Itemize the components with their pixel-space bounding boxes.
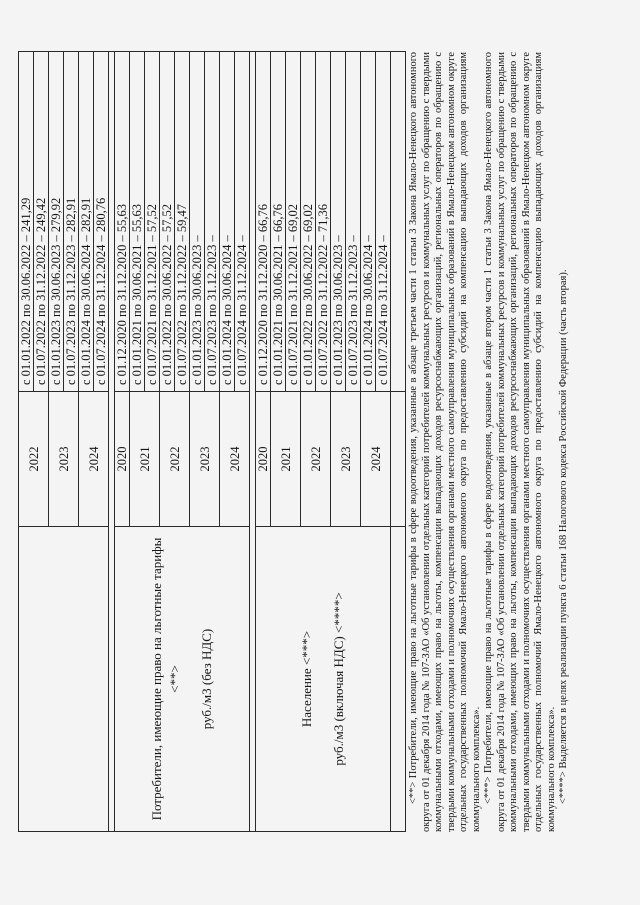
price-cell: с 01.01.2021 по 30.06.2021 – 66,76 <box>271 52 286 392</box>
year-cell: 2024 <box>361 392 391 527</box>
price-cell: с 01.01.2023 по 30.06.2023 – <box>331 52 346 392</box>
price-cell: с 01.07.2022 по 31.12.2022 – 71,36 <box>316 52 331 392</box>
footnotes <box>408 52 571 832</box>
tariff-table <box>18 51 406 832</box>
year-cell: 2022 <box>19 392 49 527</box>
category-title: Потребители, имеющие право на льготные тарифы <**> <box>149 537 182 821</box>
rotated-page <box>18 52 569 832</box>
price-cell: с 01.12.2020 по 31.12.2020 – 55,63 <box>115 52 130 392</box>
price-cell: с 01.01.2022 по 30.06.2022 – 69,02 <box>301 52 316 392</box>
year-cell: 2024 <box>79 392 109 527</box>
category-cell-empty <box>19 527 109 832</box>
blank-cell <box>391 52 406 392</box>
category-unit: руб./м3 (без НДС) <box>199 628 214 730</box>
blank-row <box>391 52 406 832</box>
price-cell: с 01.12.2020 по 31.12.2020 – 66,76 <box>256 52 271 392</box>
year-cell: 2023 <box>190 392 220 527</box>
price-cell: с 01.07.2021 по 31.12.2021 – 69,02 <box>286 52 301 392</box>
table-row <box>256 52 271 832</box>
year-cell: 2022 <box>301 392 331 527</box>
year-cell: 2021 <box>130 392 160 527</box>
price-cell: с 01.01.2024 по 30.06.2024 – 282,91 <box>79 52 94 392</box>
year-cell: 2023 <box>49 392 79 527</box>
price-cell: с 01.01.2022 по 30.06.2022 – 57,52 <box>160 52 175 392</box>
price-cell: с 01.01.2021 по 30.06.2021 – 55,63 <box>130 52 145 392</box>
category-cell <box>115 527 250 832</box>
blank-cell <box>391 527 406 832</box>
price-cell: с 01.07.2023 по 31.12.2023 – <box>205 52 220 392</box>
footnote-3: <***> Потребители, имеющие право на льготные тарифы в сфере водоотведения, указанные в абзаце втором части 1 статьи 3 Закона Ямало-Ненецкого автономного округа от 01 декабря 2014 года № 107-ЗАО «Об установлении отдельных категорий потребителей коммунальных ресурсов и коммунальных услуг по обращению с твердыми коммунальными отходами, имеющих право на льготы, компенсации выпадающих доходов ресурсоснабжающих организаций, региональных операторов по обращению с твердыми коммунальными отходами и полномочиях осуществления органами местного самоуправления муниципальных образований в Ямало-Ненецком автономном округе отдельных государственных полномочий Ямало-Ненецкого автономного округа по предоставлению субсидий на компенсацию выпадающих доходов организациям коммунального комплекса». <box>483 52 557 832</box>
price-cell: с 01.01.2022 по 30.06.2022 – 241,29 <box>19 52 34 392</box>
price-cell: с 01.01.2024 по 30.06.2024 – <box>361 52 376 392</box>
year-cell: 2023 <box>331 392 361 527</box>
table-row <box>115 52 130 832</box>
year-cell: 2020 <box>256 392 271 527</box>
price-cell: с 01.01.2023 по 30.06.2023 – 279,92 <box>49 52 64 392</box>
price-cell: с 01.07.2024 по 31.12.2024 – <box>235 52 250 392</box>
price-cell: с 01.07.2022 по 31.12.2022 – 249,42 <box>34 52 49 392</box>
year-cell: 2021 <box>271 392 301 527</box>
blank-cell <box>391 392 406 527</box>
year-cell: 2024 <box>220 392 250 527</box>
footnote-4: <****> Выделяется в целях реализации пункта 6 статьи 168 Налогового кодекса Российской Федерации (часть вторая). <box>558 269 569 804</box>
price-cell: с 01.07.2023 по 31.12.2023 – <box>346 52 361 392</box>
price-cell: с 01.07.2024 по 31.12.2024 – 280,76 <box>94 52 109 392</box>
year-cell: 2020 <box>115 392 130 527</box>
year-cell: 2022 <box>160 392 190 527</box>
category-cell <box>256 527 391 832</box>
category-title: Население <***> <box>299 630 314 728</box>
footnote-2: <**> Потребители, имеющие право на льготные тарифы в сфере водоотведения, указанные в абзаце третьем части 1 статьи 3 Закона Ямало-Ненецкого автономного округа от 01 декабря 2014 года № 107-ЗАО «Об установлении отдельных категорий потребителей коммунальных ресурсов и коммунальных услуг по обращению с твердыми коммунальными отходами, имеющих право на льготы, компенсации выпадающих доходов ресурсоснабжающих организаций, региональных операторов по обращению с твердыми коммунальными отходами и полномочиях осуществления органами местного самоуправления муниципальных образований в Ямало-Ненецком автономном округе отдельных государственных полномочий Ямало-Ненецкого автономного округа по предоставлению субсидий на компенсацию выпадающих доходов организациям коммунального комплекса». <box>408 52 482 832</box>
price-cell: с 01.01.2023 по 30.06.2023 – <box>190 52 205 392</box>
price-cell: с 01.07.2024 по 31.12.2024 – <box>376 52 391 392</box>
price-cell: с 01.07.2021 по 31.12.2021 – 57,52 <box>145 52 160 392</box>
table-row <box>19 52 34 832</box>
price-cell: с 01.01.2024 по 30.06.2024 – <box>220 52 235 392</box>
price-cell: с 01.07.2023 по 31.12.2023 – 282,91 <box>64 52 79 392</box>
price-cell: с 01.07.2022 по 31.12.2022 – 59,47 <box>175 52 190 392</box>
category-unit: руб./м3 (включая НДС) <****> <box>331 592 346 766</box>
